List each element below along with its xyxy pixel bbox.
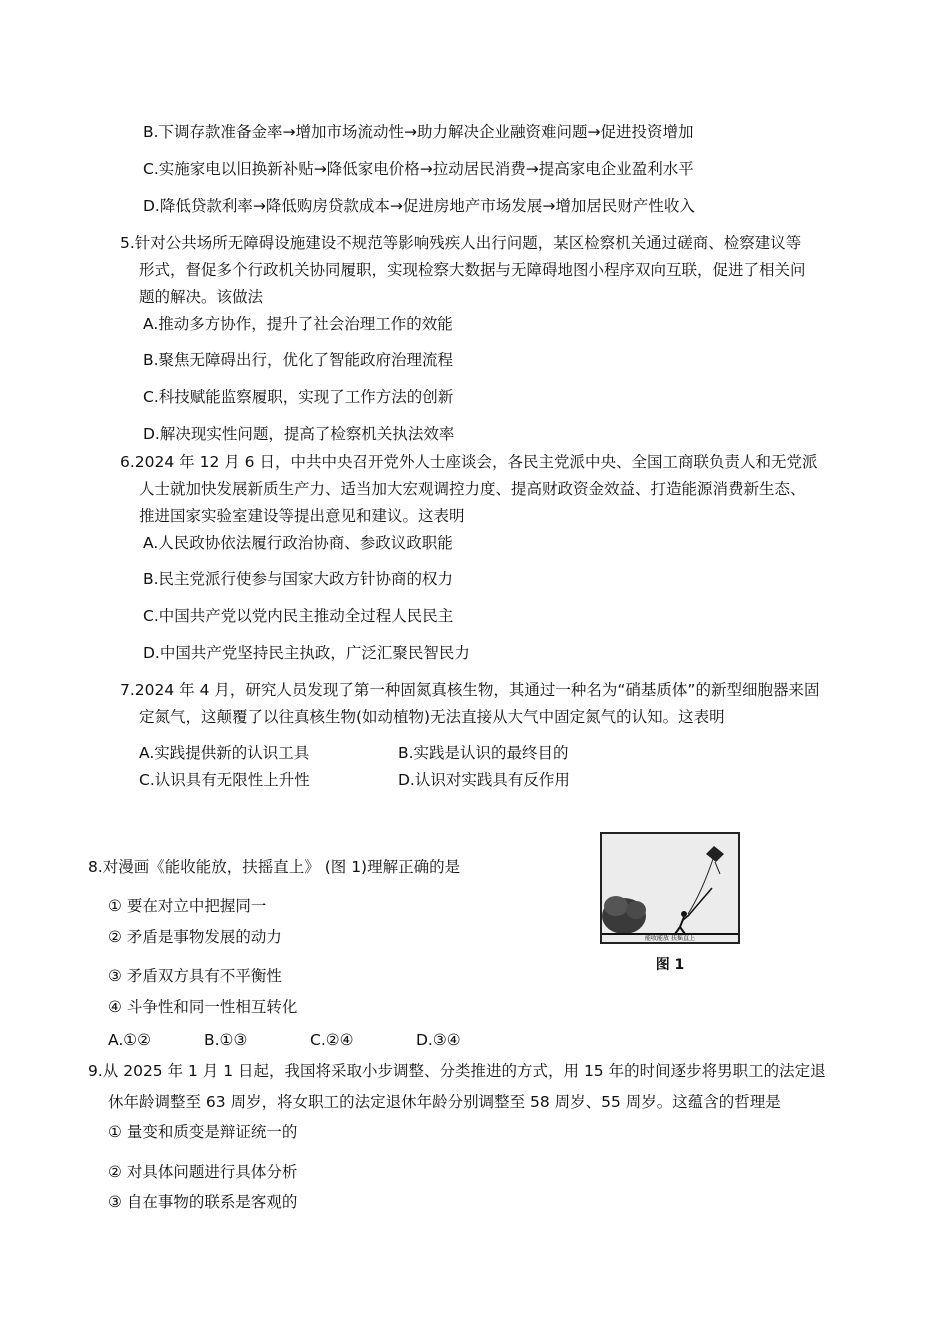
q9-stem-line-2: 休年龄调整至 63 周岁，将女职工的法定退休年龄分别调整至 58 周岁、55 周岁。这蕴含的哲理是	[108, 1093, 781, 1111]
kite-flying-illustration	[602, 834, 738, 942]
q8-option-c: C.②④	[310, 1031, 354, 1049]
q6-option-a: A.人民政协依法履行政治协商、参政议政职能	[143, 534, 453, 552]
q8-item-3: ③ 矛盾双方具有不平衡性	[108, 967, 282, 985]
q5-option-d: D.解决现实性问题，提高了检察机关执法效率	[143, 425, 455, 443]
q9-item-3: ③ 自在事物的联系是客观的	[108, 1193, 298, 1211]
q7-option-c: C.认识具有无限性上升性	[139, 771, 310, 789]
q4-option-c: C.实施家电以旧换新补贴→降低家电价格→拉动居民消费→提高家电企业盈利水平	[143, 160, 694, 178]
q5-option-a: A.推动多方协作，提升了社会治理工作的效能	[143, 315, 453, 333]
figure-caption: 图 1	[655, 957, 685, 973]
q8-item-1: ① 要在对立中把握同一	[108, 897, 267, 915]
q8-option-b: B.①③	[204, 1031, 248, 1049]
q5-stem-line-1: 5.针对公共场所无障碍设施建设不规范等影响残疾人出行问题，某区检察机关通过磋商、检察建议等	[120, 234, 802, 252]
q5-option-c: C.科技赋能监察履职，实现了工作方法的创新	[143, 388, 454, 406]
q6-stem-line-1: 6.2024 年 12 月 6 日，中共中央召开党外人士座谈会，各民主党派中央、全国工商联负责人和无党派	[120, 453, 818, 471]
q5-stem-line-2: 形式，督促多个行政机关协同履职，实现检察大数据与无障碍地图小程序双向互联，促进了相关问	[139, 261, 806, 279]
q7-option-a: A.实践提供新的认识工具	[139, 744, 310, 762]
q6-stem-line-2: 人士就加快发展新质生产力、适当加大宏观调控力度、提高财政资金效益、打造能源消费新生态、	[139, 480, 806, 498]
cartoon-inner-caption: 能收能放 扶摇直上	[645, 935, 695, 942]
q4-option-b: B.下调存款准备金率→增加市场流动性→助力解决企业融资难问题→促进投资增加	[143, 123, 694, 141]
q5-stem-line-3: 题的解决。该做法	[139, 288, 264, 306]
q7-option-b: B.实践是认识的最终目的	[398, 744, 569, 762]
q9-item-1: ① 量变和质变是辩证统一的	[108, 1123, 298, 1141]
q7-stem-line-1: 7.2024 年 4 月，研究人员发现了第一种固氮真核生物，其通过一种名为“硝基质体”的新型细胞器来固	[120, 681, 820, 699]
q8-item-4: ④ 斗争性和同一性相互转化	[108, 998, 298, 1016]
figure-1-cartoon	[600, 832, 740, 973]
q7-option-d: D.认识对实践具有反作用	[398, 771, 570, 789]
q8-option-d: D.③④	[416, 1031, 461, 1049]
q6-option-c: C.中国共产党以党内民主推动全过程人民民主	[143, 607, 454, 625]
q6-stem-line-3: 推进国家实验室建设等提出意见和建议。这表明	[139, 507, 465, 525]
q9-stem-line-1: 9.从 2025 年 1 月 1 日起，我国将采取小步调整、分类推进的方式，用 15 年的时间逐步将男职工的法定退	[88, 1062, 826, 1080]
q9-item-2: ② 对具体问题进行具体分析	[108, 1163, 298, 1181]
q6-option-b: B.民主党派行使参与国家大政方针协商的权力	[143, 570, 454, 588]
q4-option-d: D.降低贷款利率→降低购房贷款成本→促进房地产市场发展→增加居民财产性收入	[143, 197, 695, 215]
q6-option-d: D.中国共产党坚持民主执政，广泛汇聚民智民力	[143, 644, 470, 662]
q5-option-b: B.聚焦无障碍出行，优化了智能政府治理流程	[143, 351, 454, 369]
q8-item-2: ② 矛盾是事物发展的动力	[108, 928, 282, 946]
cartoon-image	[600, 832, 740, 944]
q7-stem-line-2: 定氮气，这颠覆了以往真核生物(如动植物)无法直接从大气中固定氮气的认知。这表明	[139, 708, 725, 726]
q8-option-a: A.①②	[108, 1031, 152, 1049]
q8-stem: 8.对漫画《能收能放，扶摇直上》 (图 1)理解正确的是	[88, 858, 461, 876]
